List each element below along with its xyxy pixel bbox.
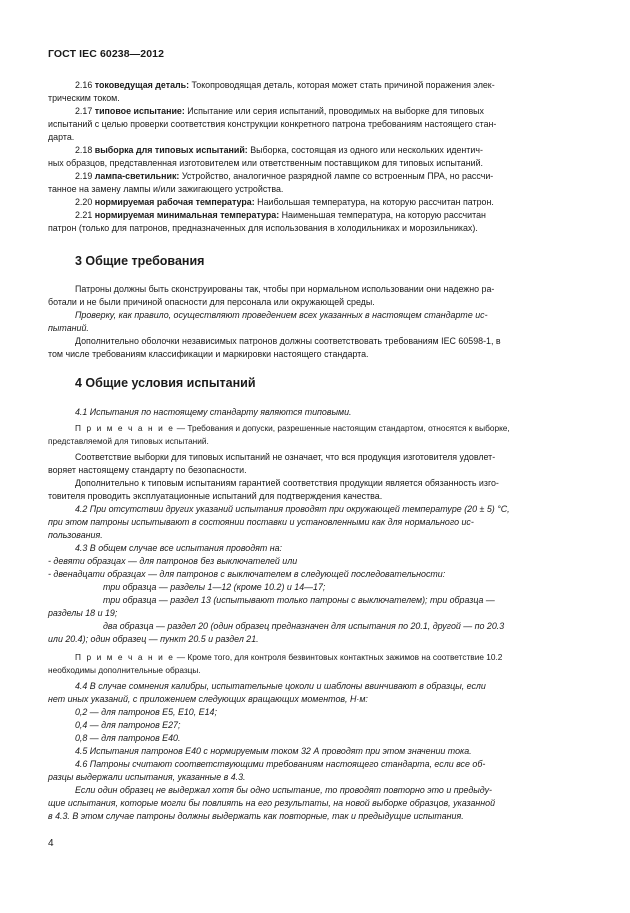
- torque-item: 0,8 — для патронов E40.: [75, 733, 181, 743]
- page-number: 4: [48, 838, 54, 849]
- clause-4-5: 4.5 Испытания патронов E40 с нормируемым током 32 А проводят при этом значении тока.: [75, 746, 472, 756]
- definition-2-16: 2.16 токоведущая деталь: Токопроводящая деталь, которая может стать причиной поражения элек-: [75, 80, 495, 90]
- list-item: - девяти образцах — для патронов без выключателей или: [48, 556, 298, 566]
- clause-4-1: 4.1 Испытания по настоящему стандарту являются типовыми.: [75, 407, 352, 417]
- clause-4-2-cont: при этом патроны испытывают в состоянии поставки и установленными как для нормального ис-: [48, 517, 474, 527]
- paragraph-cont: в 4.3. В этом случае патроны должны выдержать как повторные, так и предыдущие испытания.: [48, 811, 464, 821]
- sample-line: три образца — разделы 1—12 (кроме 10.2) и 14—17;: [103, 582, 326, 592]
- paragraph-cont: воряет настоящему стандарту по безопасности.: [48, 465, 247, 475]
- clause-4-4: 4.4 В случае сомнения калибры, испытательные цоколи и шаблоны ввинчивают в образцы, если: [75, 681, 486, 691]
- sample-line-cont: или 20.4); один образец — пункт 20.5 и раздел 21.: [48, 634, 259, 644]
- list-item: - двенадцати образцах — для патронов с выключателем в следующей последовательности:: [48, 569, 446, 579]
- paragraph-cont: ботали и не были причиной опасности для персонала или окружающей среды.: [48, 297, 375, 307]
- paragraph: Дополнительно к типовым испытаниям гарантией соответствия продукции является обязанность изго-: [75, 478, 499, 488]
- section-3-heading: 3 Общие требования: [75, 254, 205, 268]
- definition-continuation: испытаний с целью проверки соответствия конструкции конкретного патрона требованиям настоящего стан-: [48, 119, 497, 129]
- section-4-body: [48, 406, 584, 823]
- paragraph-cont: щие испытания, которые могли бы повлиять на его результаты, на новой выборке образцов, указанной: [48, 798, 496, 808]
- definition-continuation: дарта.: [48, 132, 75, 142]
- clause-4-6-cont: разцы выдержали испытания, указанные в 4.3.: [48, 772, 246, 782]
- clause-4-4-cont: нет иных указаний, с приложением следующих вращающих моментов, Н·м:: [48, 694, 368, 704]
- note-1-cont: представляемой для типовых испытаний.: [48, 436, 209, 446]
- definition-continuation: трическим током.: [48, 93, 120, 103]
- paragraph-italic: Если один образец не выдержал хотя бы одно испытание, то проводят повторно это и предыду-: [75, 785, 493, 795]
- paragraph: Патроны должны быть сконструированы так, чтобы при нормальном использовании они надежно ра-: [75, 284, 495, 294]
- clause-4-2: 4.2 При отсутствии других указаний испытания проводят при окружающей температуре (20 ± 5) °С,: [75, 504, 510, 514]
- definition-2-21: 2.21 нормируемая минимальная температура: Наименьшая температура, на которую рассчитан: [75, 210, 486, 220]
- definitions: [48, 79, 584, 235]
- section-3-body: [48, 283, 584, 361]
- definition-2-20: 2.20 нормируемая рабочая температура: Наибольшая температура, на которую рассчитан патрон.: [75, 197, 494, 207]
- definition-continuation: танное на замену лампы и/или зажигающего устройства.: [48, 184, 284, 194]
- definition-2-17: 2.17 типовое испытание: Испытание или серия испытаний, проводимых на выборке для типовых: [75, 106, 484, 116]
- note-1: П р и м е ч а н и е — Требования и допуски, разрешенные настоящим стандартом, относятся к выборке,: [75, 423, 510, 433]
- definition-2-19: 2.19 лампа-светильник: Устройство, аналогичное разрядной лампе со встроенным ПРА, но рассчи-: [75, 171, 494, 181]
- clause-4-3: 4.3 В общем случае все испытания проводят на:: [75, 543, 283, 553]
- note-2: П р и м е ч а н и е — Кроме того, для контроля безвинтовых контактных зажимов на соответствие 10.2: [75, 652, 503, 662]
- sample-line: три образца — раздел 13 (испытывают только патроны с выключателем); три образца —: [103, 595, 495, 605]
- clause-4-2-cont: пользования.: [48, 530, 103, 540]
- paragraph-cont: том числе требованиям классификации и маркировки настоящего стандарта.: [48, 349, 369, 359]
- paragraph-cont: пытаний.: [48, 323, 89, 333]
- paragraph: Соответствие выборки для типовых испытаний не означает, что вся продукция изготовителя удовлет-: [75, 452, 496, 462]
- torque-item: 0,2 — для патронов E5, E10, E14;: [75, 707, 217, 717]
- definition-2-18: 2.18 выборка для типовых испытаний: Выборка, состоящая из одного или нескольких идентич-: [75, 145, 483, 155]
- running-header: ГОСТ IEC 60238—2012: [48, 48, 165, 60]
- sample-line-cont: разделы 18 и 19;: [48, 608, 118, 618]
- paragraph-italic: Проверку, как правило, осуществляют проведением всех указанных в настоящем стандарте ис-: [75, 310, 488, 320]
- paragraph: Дополнительно оболочки независимых патронов должны соответствовать требованиям IEC 60598-1, в: [75, 336, 501, 346]
- section-4-heading: 4 Общие условия испытаний: [75, 376, 256, 390]
- definition-continuation: ных образцов, представленная изготовителем или ответственным поставщиком для типовых испытаний.: [48, 158, 483, 168]
- sample-line: два образца — раздел 20 (один образец предназначен для испытания по 20.1, другой — по 20.3: [103, 621, 505, 631]
- note-2-cont: необходимы дополнительные образцы.: [48, 665, 201, 675]
- torque-item: 0,4 — для патронов E27;: [75, 720, 181, 730]
- paragraph-cont: товителя проводить эксплуатационные испытаний для подтверждения качества.: [48, 491, 383, 501]
- clause-4-6: 4.6 Патроны считают соответствующими требованиям настоящего стандарта, если все об-: [75, 759, 486, 769]
- definition-continuation: патрон (только для патронов, предназначенных для использования в холодильниках и морозильниках).: [48, 223, 478, 233]
